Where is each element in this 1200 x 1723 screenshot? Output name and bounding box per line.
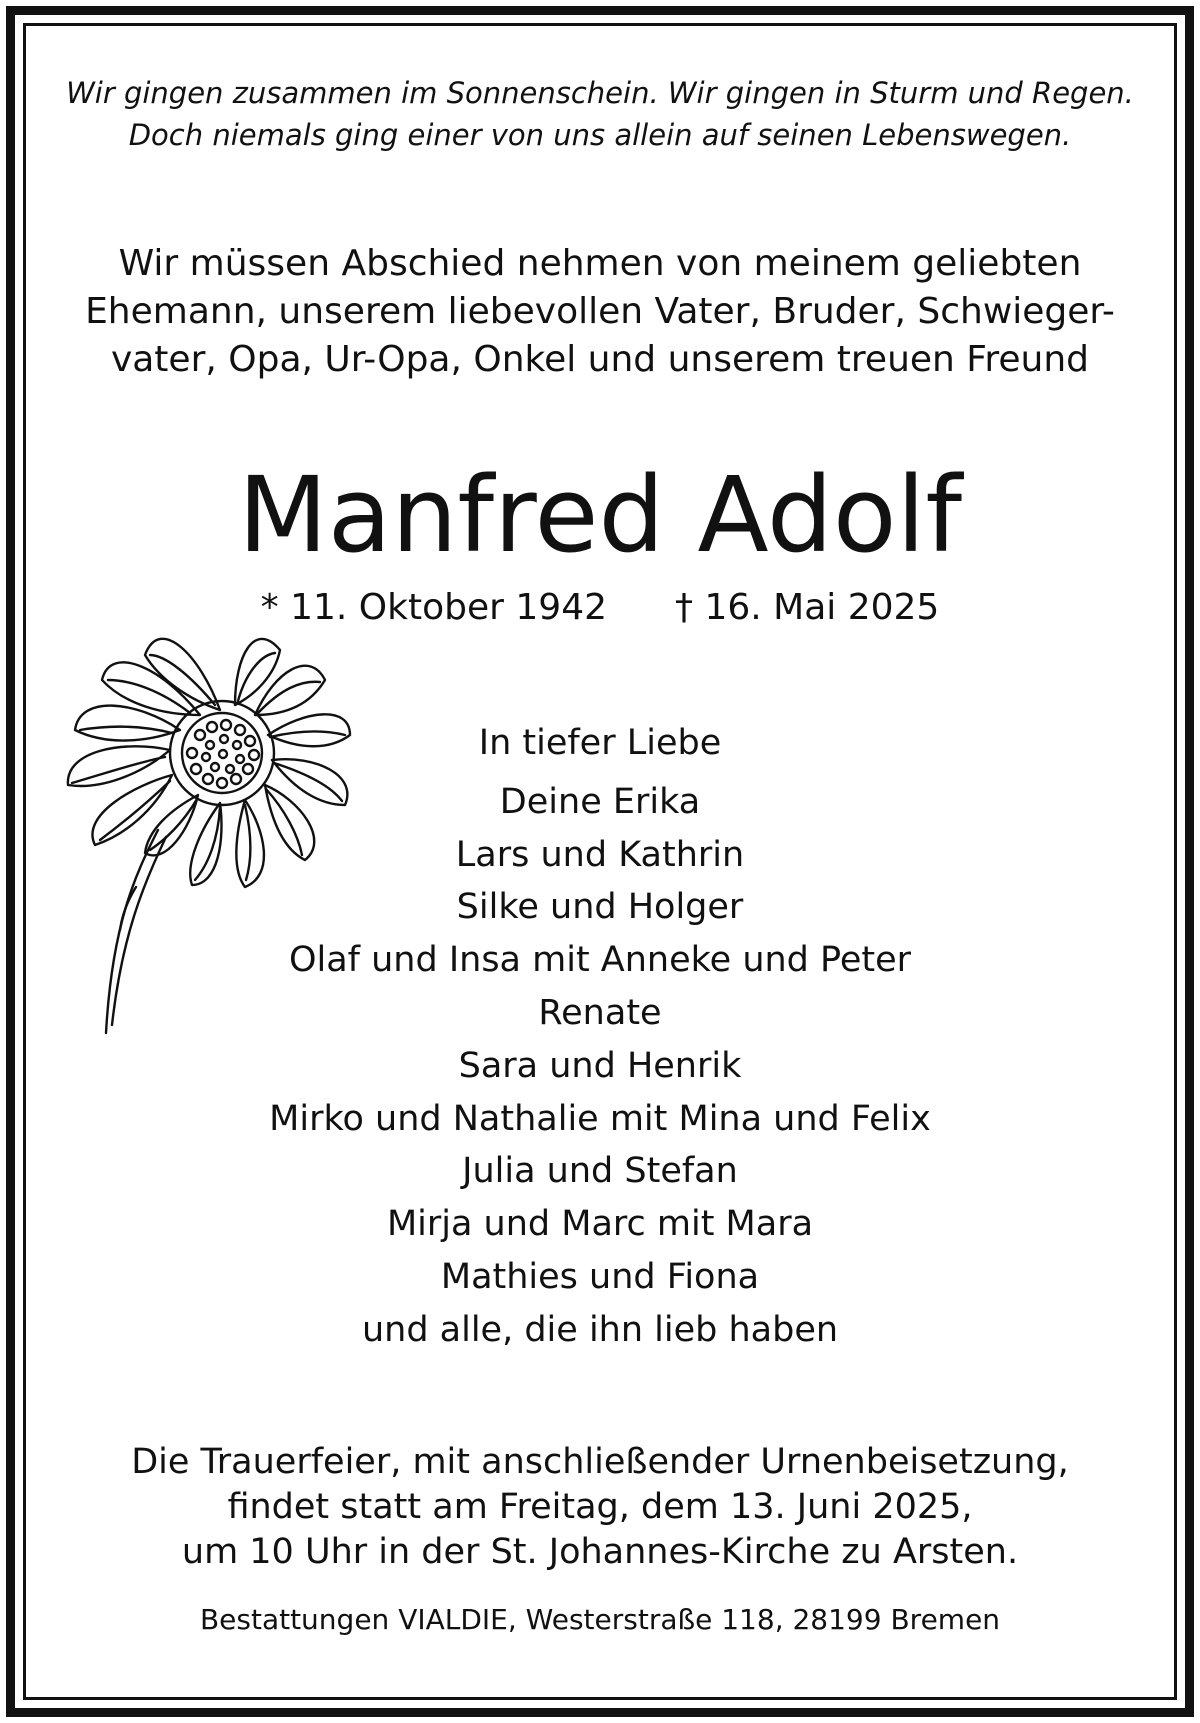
motto-line: Wir gingen zusammen im Sonnenschein. Wir gingen in Sturm und Regen. [66, 76, 1134, 110]
ceremony-line: findet statt am Freitag, dem 13. Juni 2025, [227, 1487, 973, 1527]
mourners-heading: In tiefer Liebe [478, 723, 722, 763]
intro-line: vater, Opa, Ur-Opa, Onkel und unserem treuen Freund [110, 339, 1090, 380]
mourner-name: Silke und Holger [456, 887, 744, 928]
mourner-name: Mirja und Marc mit Mara [386, 1204, 814, 1245]
mourners-list [0, 717, 1200, 1357]
death-date: † 16. Mai 2025 [675, 587, 940, 628]
motto-verse [0, 72, 1200, 156]
intro-line: Ehemann, unserem liebevollen Vater, Bruder, Schwieger- [85, 291, 1115, 332]
mourner-name: Deine Erika [499, 781, 701, 822]
mourner-name: Mathies und Fiona [440, 1256, 760, 1297]
mourner-name: Sara und Henrik [458, 1045, 742, 1086]
intro-line: Wir müssen Abschied nehmen von meinem geliebten [118, 243, 1082, 284]
motto-line: Doch niemals ging einer von uns allein auf seinen Lebenswegen. [128, 118, 1072, 152]
mourner-name: Lars und Kathrin [455, 834, 745, 875]
undertaker-info: Bestattungen VIALDIE, Westerstraße 118, 28199 Bremen [199, 1603, 1001, 1636]
ceremony-line: Die Trauerfeier, mit anschließender Urnenbeisetzung, [131, 1442, 1069, 1482]
mourner-name: Renate [538, 992, 662, 1033]
mourner-name: Olaf und Insa mit Anneke und Peter [288, 940, 912, 981]
mourner-name: Mirko und Nathalie mit Mina und Felix [269, 1098, 931, 1139]
ceremony-info [0, 1440, 1200, 1575]
birth-date: * 11. Oktober 1942 [260, 587, 607, 628]
mourner-name: Julia und Stefan [462, 1151, 738, 1192]
mourner-name: und alle, die ihn lieb haben [361, 1309, 839, 1350]
deceased-name: Manfred Adolf [238, 454, 962, 576]
intro-text [0, 240, 1200, 384]
ceremony-line: um 10 Uhr in der St. Johannes-Kirche zu Arsten. [181, 1532, 1019, 1572]
